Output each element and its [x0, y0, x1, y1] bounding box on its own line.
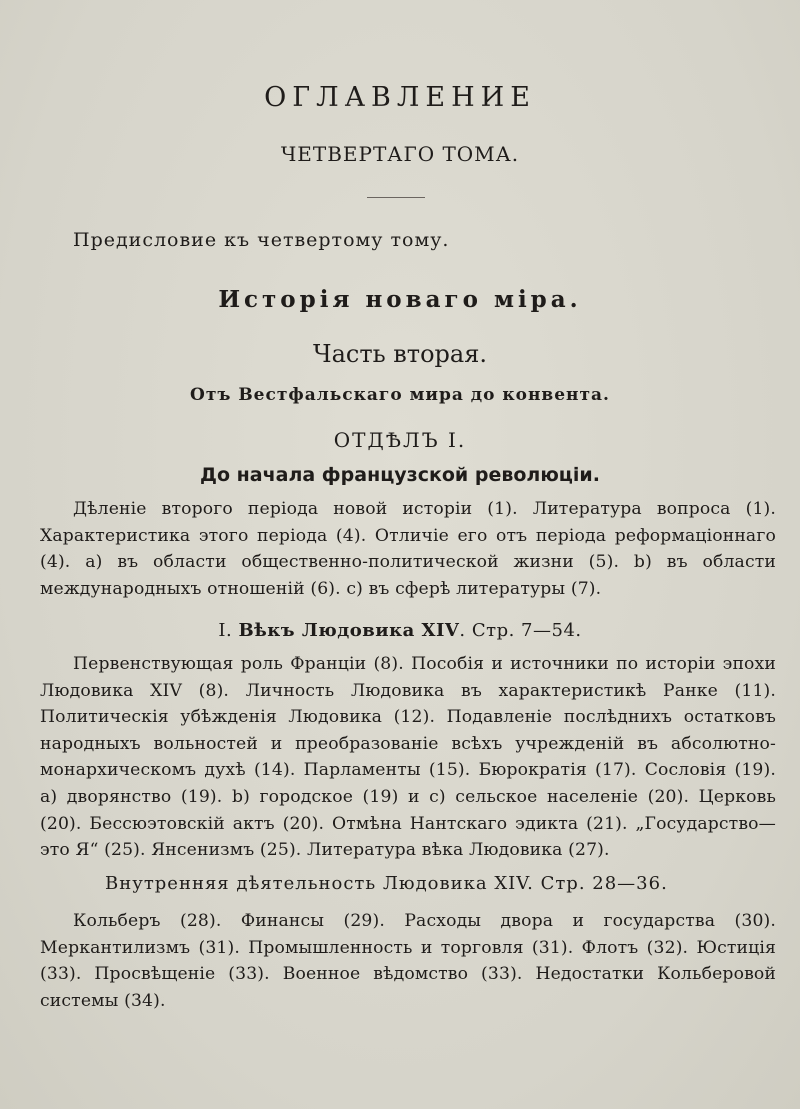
chapter-heading: [0, 620, 800, 641]
page-subtitle: ЧЕТВЕРТАГО ТОМА.: [280, 142, 520, 166]
chapter-name: Вѣкъ Людовика XIV: [238, 620, 460, 641]
history-heading: Исторія новаго міра.: [218, 286, 582, 313]
chapter-paragraph: Первенствующая роль Франціи (8). Пособія и источники по исторіи эпохи Людовика XIV (8). Личность Людовика въ характеристикѣ Ранке (11). Политическія убѣжденія Людовика (12). Подавленіе послѣднихъ остатковъ народныхъ вольностей и преобразованіе всѣхъ учрежденій въ абсолютно-монархическомъ духѣ (14). Парламенты (15). Бюрократія (17). Сословія (19). а) дворянство (19). b) городское (19) и с) сельское населеніе (20). Церковь (20). Бессюэтовскій актъ (20). Отмѣна Нантскаго эдикта (21). „Государство—это Я“ (25). Янсенизмъ (25). Литература вѣка Людовика (27).: [40, 654, 776, 861]
preface-entry: Предисловие къ четвертому тому.: [73, 229, 450, 251]
chapter-number: I.: [218, 620, 233, 641]
part-subheading: Отъ Вестфальскаго мира до конвента.: [190, 385, 610, 405]
subchapter-paragraph: Кольберъ (28). Финансы (29). Расходы двора и государства (30). Меркантилизмъ (31). Промышленность и торговля (31). Флотъ (32). Юстиція (33). Просвѣщеніе (33). Военное вѣдомство (33). Недостатки Кольберовой системы (34).: [40, 911, 776, 1011]
section-subheading: До начала французской революціи.: [200, 464, 600, 486]
divider-rule: [367, 197, 425, 198]
intro-paragraph: Дѣленіе второго періода новой исторіи (1). Литература вопроса (1). Характеристика этого періода (4). Отличіе его отъ періода реформаціоннаго (4). а) въ области общественно-политической жизни (5). b) въ области международныхъ отношеній (6). с) въ сферѣ литературы (7).: [40, 499, 776, 599]
subchapter-heading: Внутренняя дѣятельность Людовика XIV. Стр. 28—36.: [105, 873, 668, 894]
part-heading: Часть вторая.: [313, 340, 487, 368]
section-heading: ОТДѢЛЪ I.: [333, 428, 467, 452]
chapter-pages: . Стр. 7—54.: [459, 620, 582, 641]
page-title: ОГЛАВЛЕНИЕ: [264, 82, 536, 113]
